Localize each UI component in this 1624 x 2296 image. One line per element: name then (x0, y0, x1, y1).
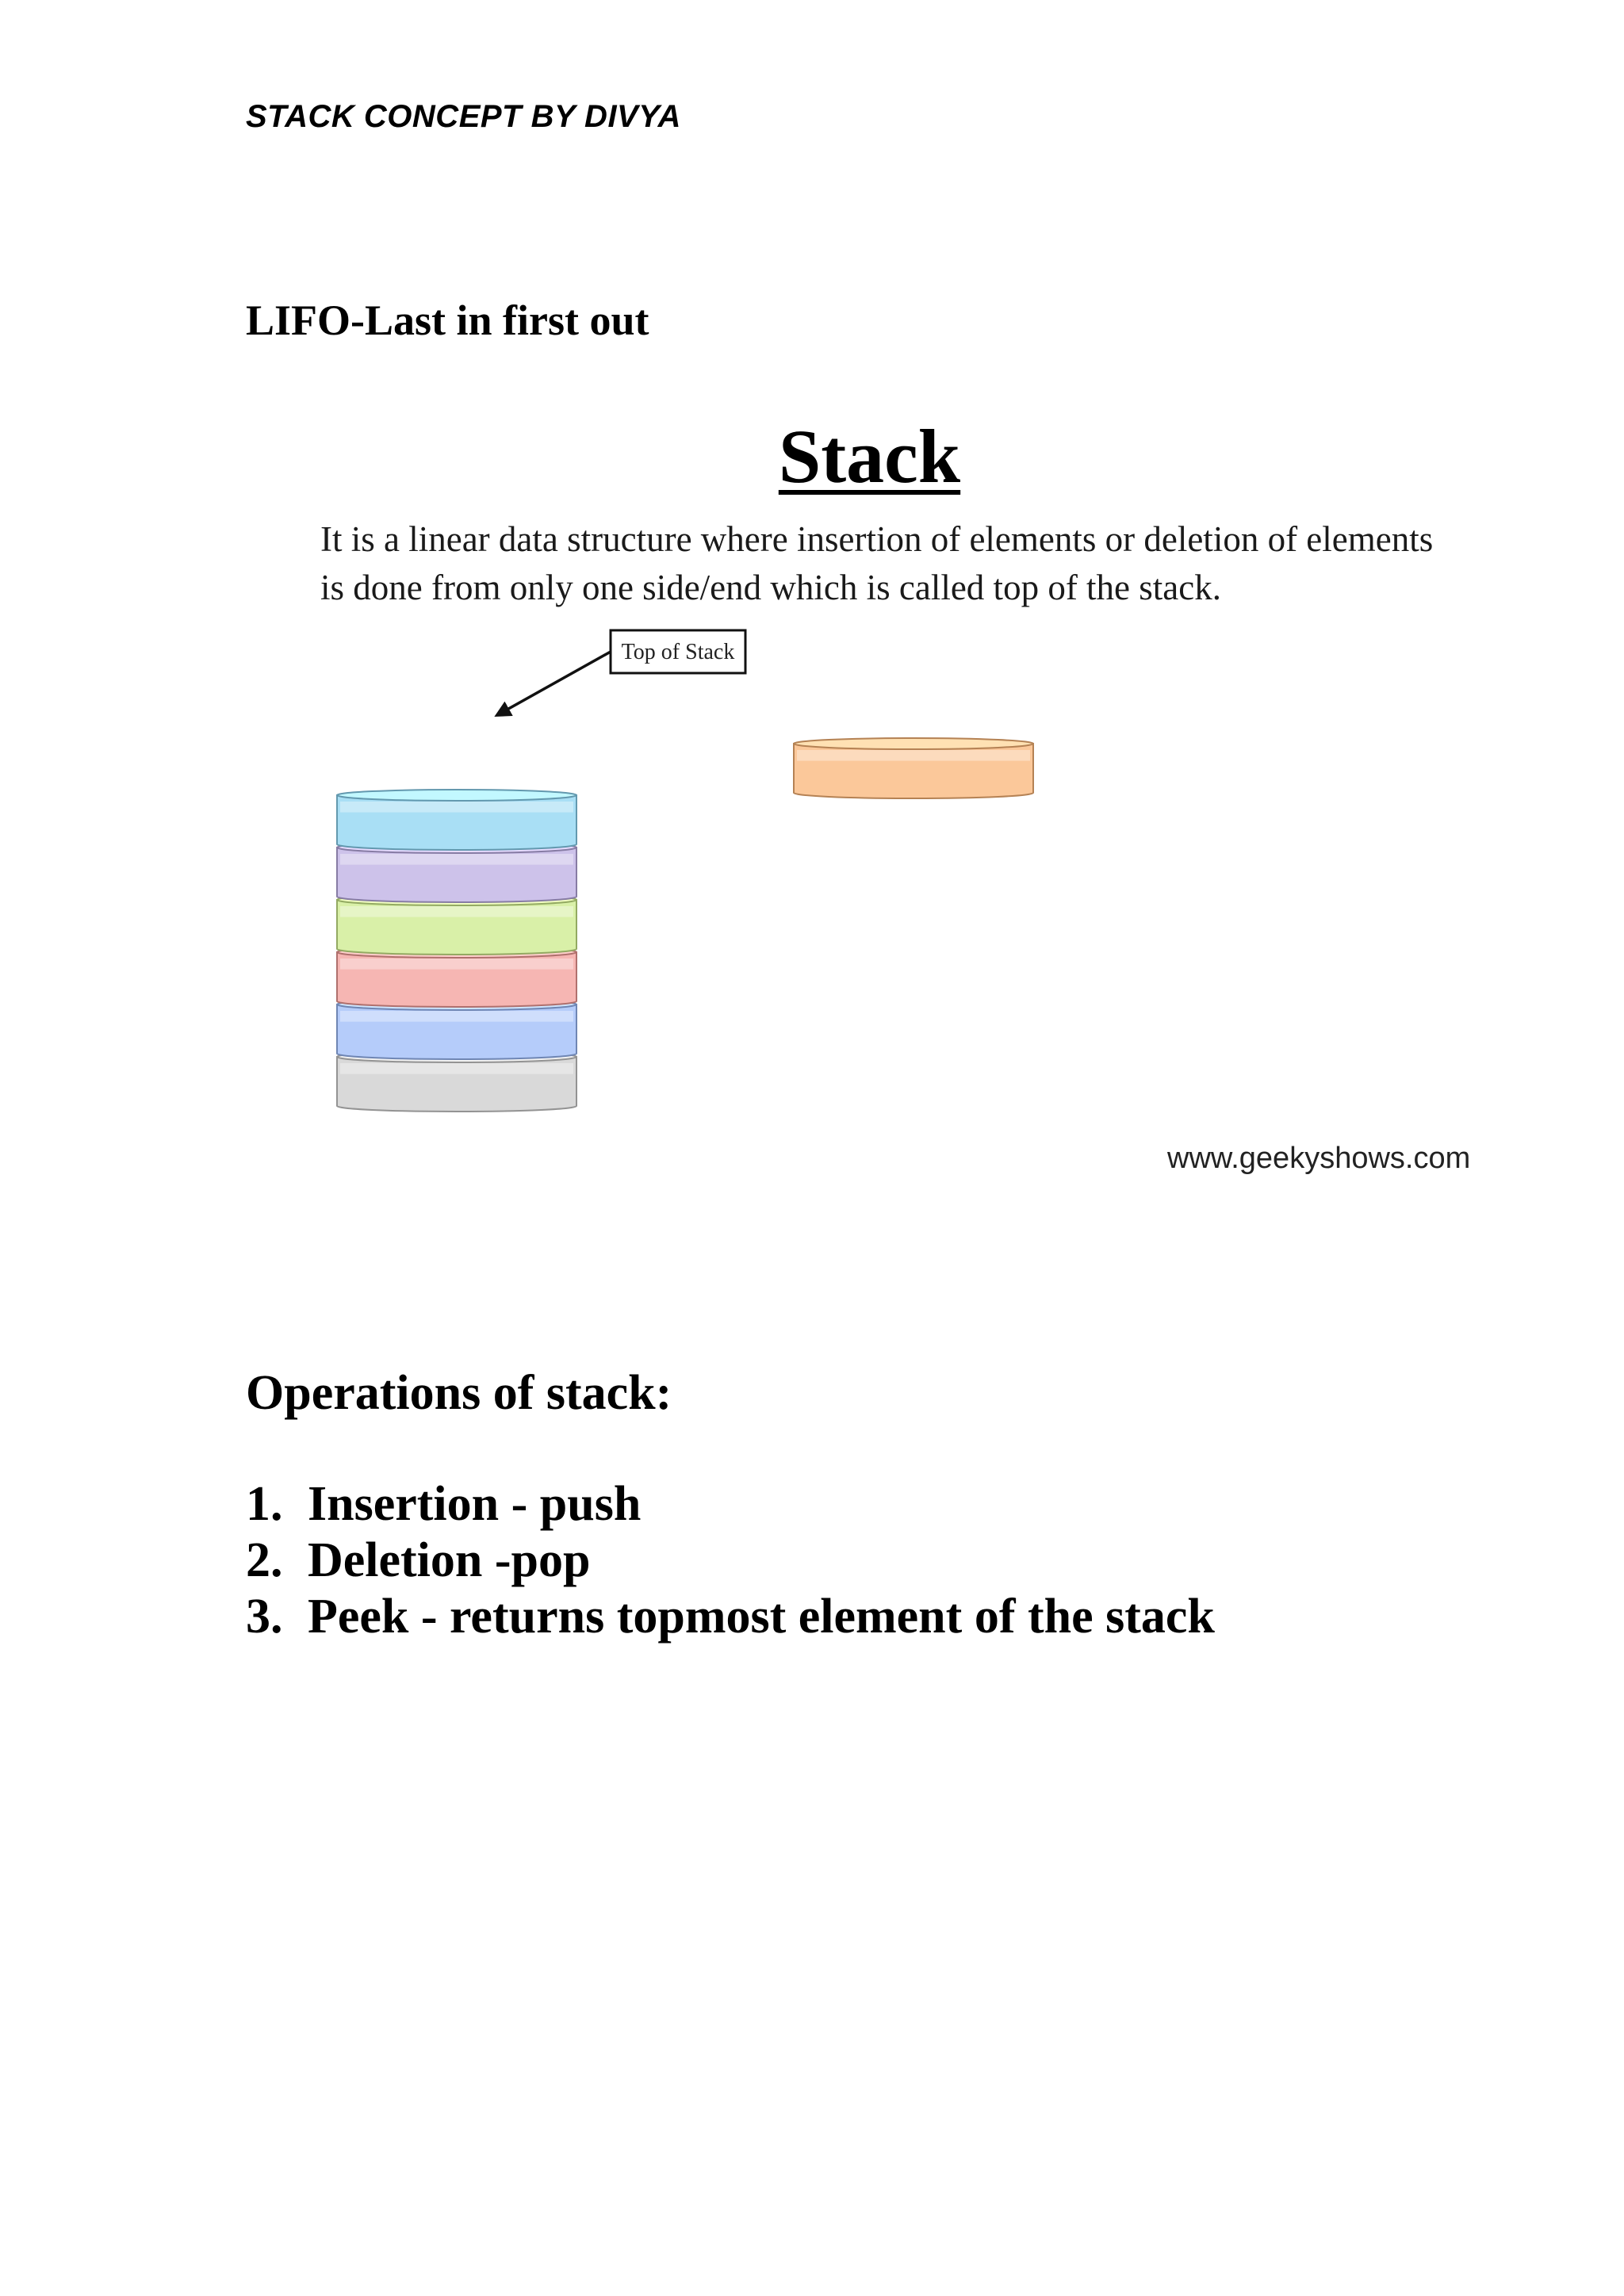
callout-label: Top of Stack (621, 640, 735, 664)
operation-text: Deletion -pop (308, 1533, 591, 1587)
operations-list (246, 1476, 1215, 1645)
stack-layer (337, 894, 576, 955)
stack-diagram (301, 396, 1491, 1197)
figure-description-line-1: It is a linear data structure where insertion of elements or deletion of elements (320, 519, 1434, 559)
operation-item (246, 1589, 1215, 1645)
lifo-heading: LIFO-Last in first out (246, 297, 649, 344)
page-header-title: STACK CONCEPT BY DIVYA (246, 99, 681, 134)
stack-figure (301, 396, 1491, 1197)
top-of-stack-callout (497, 630, 745, 715)
source-url: www.geekyshows.com (1167, 1142, 1471, 1175)
figure-description-line-2: is done from only one side/end which is called top of the stack. (320, 568, 1221, 607)
stack-layer (337, 947, 576, 1007)
stack-layer (337, 1051, 576, 1112)
stack-layer (337, 790, 576, 850)
figure-title: Stack (778, 414, 961, 499)
operation-item (246, 1533, 1215, 1589)
operation-number: 2. (246, 1533, 283, 1587)
stack-layer (337, 842, 576, 902)
stack-layer (337, 999, 576, 1059)
operation-number: 1. (246, 1477, 283, 1531)
operation-item (246, 1476, 1215, 1533)
floating-disk (794, 738, 1033, 798)
operation-text: Insertion - push (308, 1477, 642, 1531)
callout-arrow (497, 652, 611, 715)
operations-heading: Operations of stack: (246, 1366, 672, 1420)
stack-layers (337, 790, 576, 1112)
operation-number: 3. (246, 1590, 283, 1644)
operation-text: Peek - returns topmost element of the stack (308, 1590, 1215, 1644)
floating-disk-shape (794, 738, 1033, 798)
